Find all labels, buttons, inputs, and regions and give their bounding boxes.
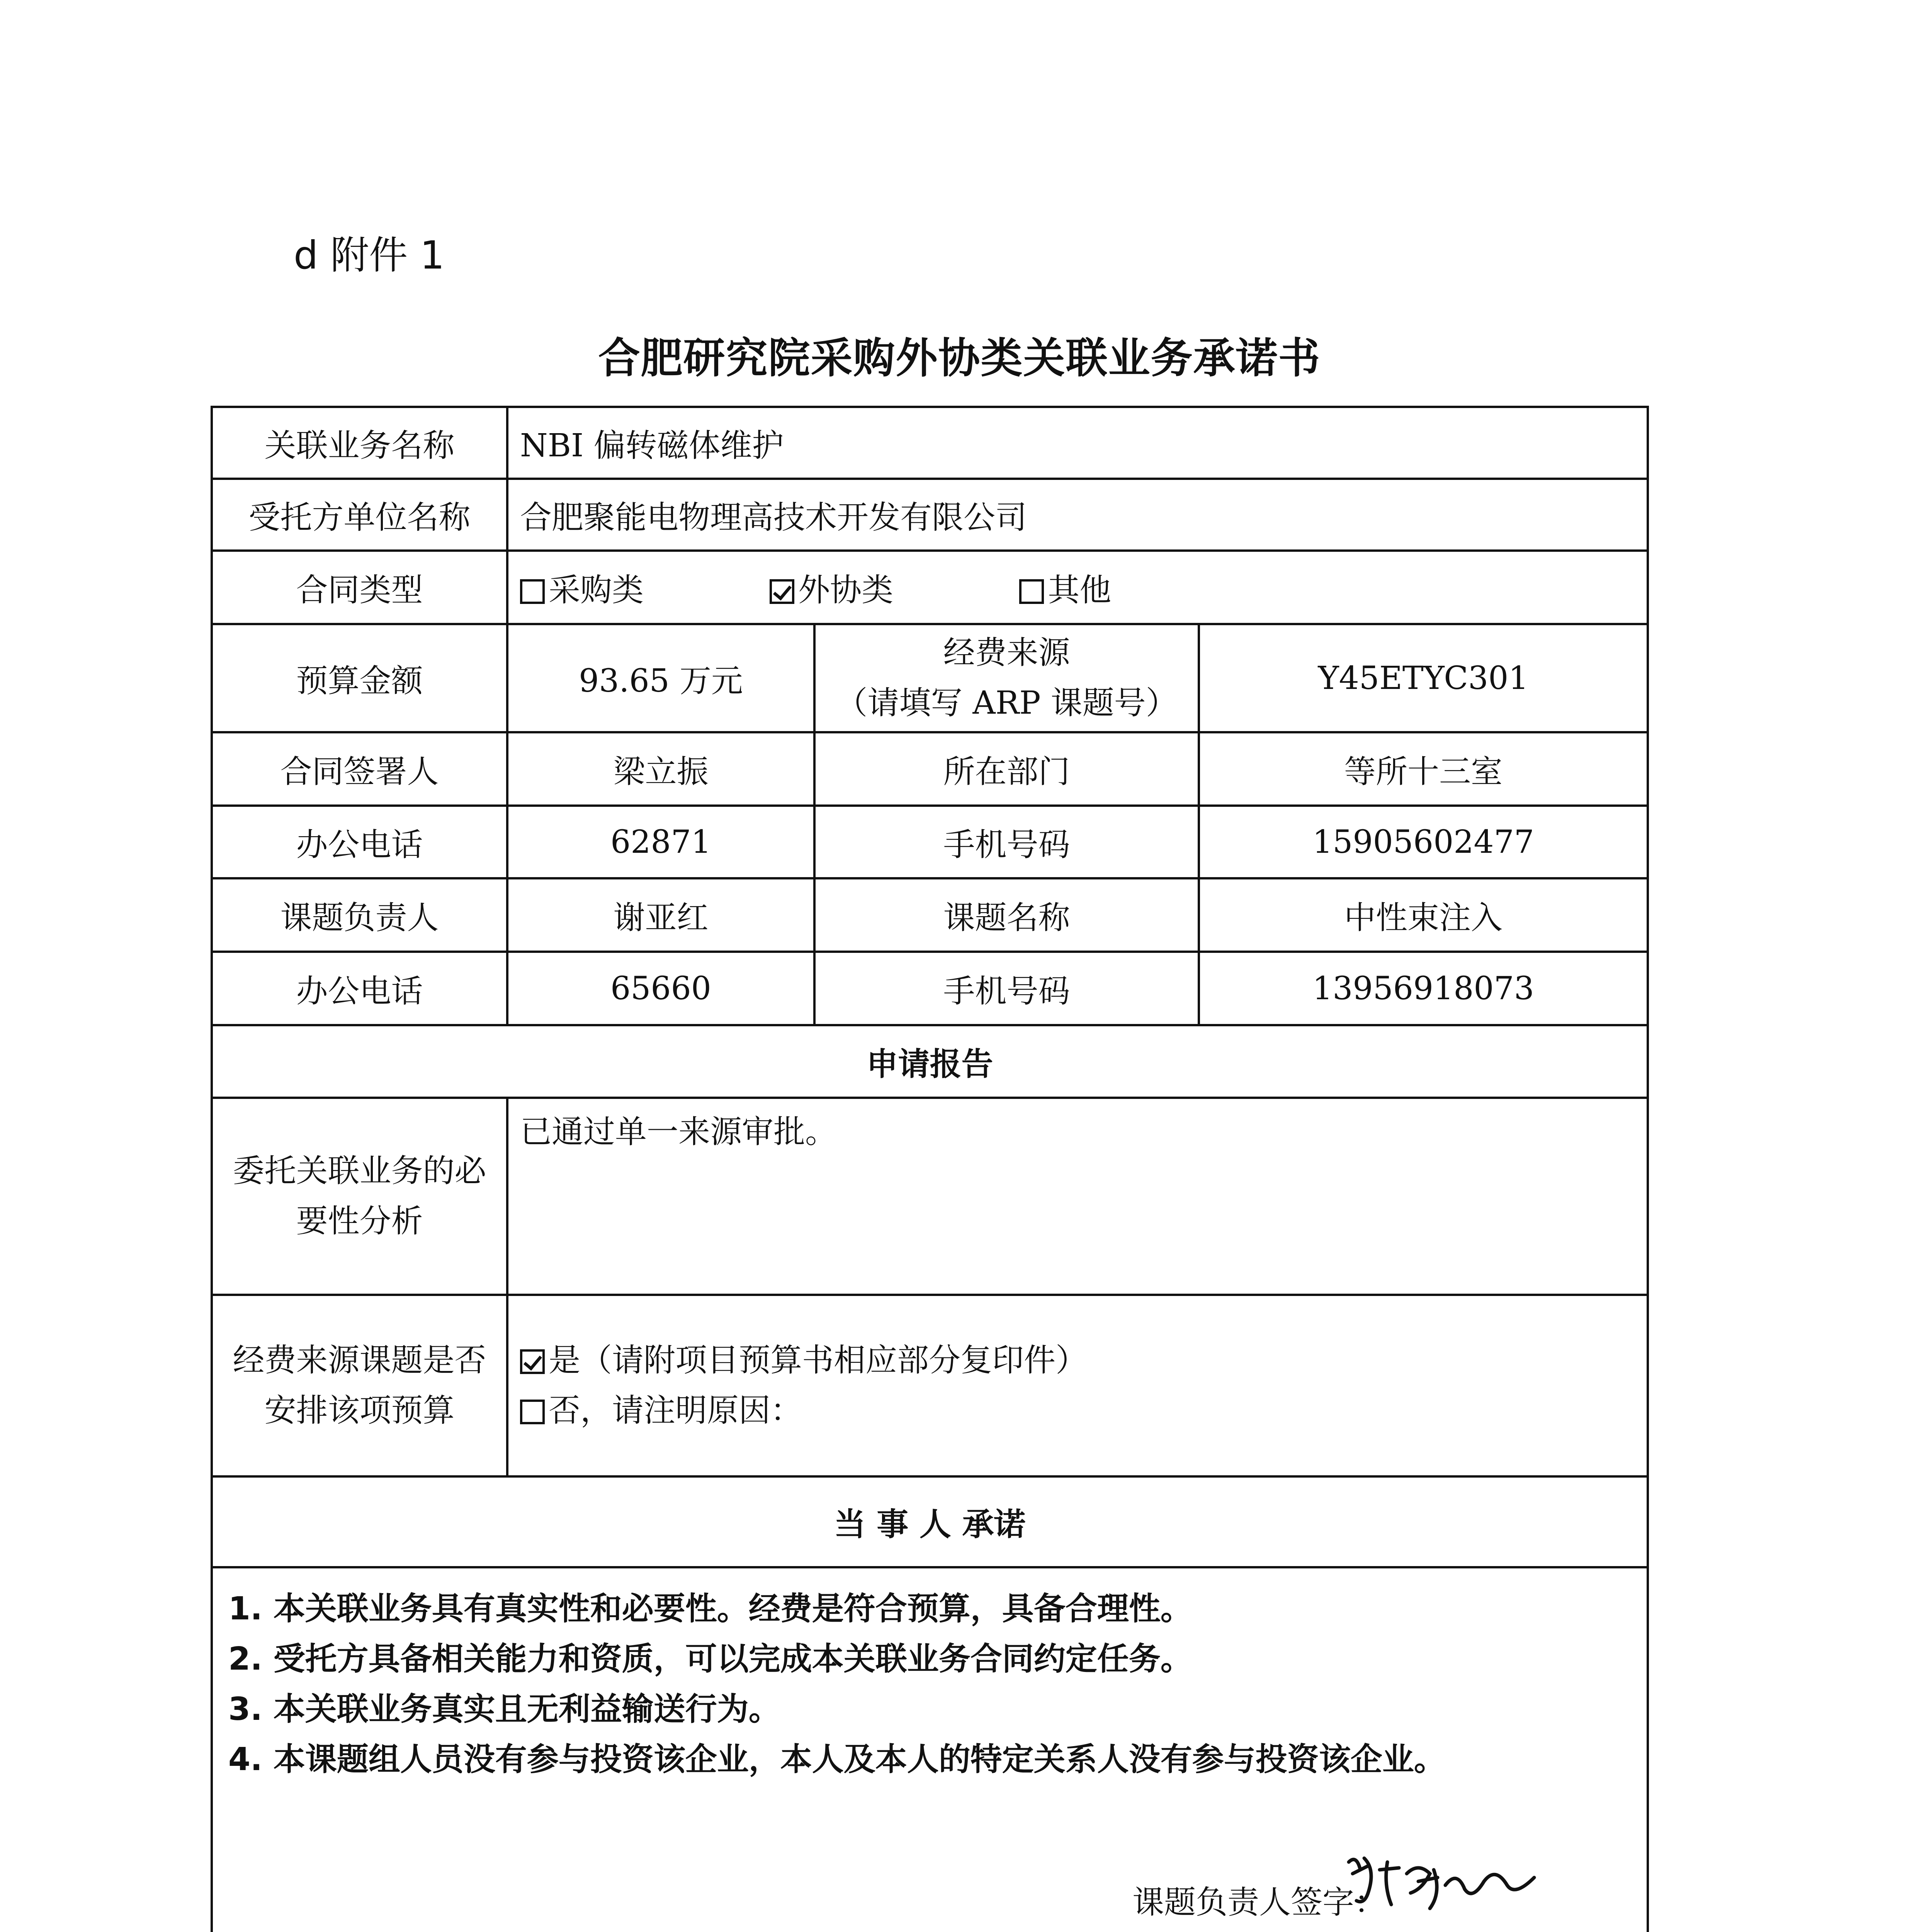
option-yes[interactable] (520, 1335, 1635, 1386)
budget-arranged-options (507, 1295, 1648, 1476)
commitment-item: 4. 本课题组人员没有参与投资该企业，本人及本人的特定关系人没有参与投资该企业。 (228, 1741, 1446, 1778)
business-name-label: 关联业务名称 (212, 407, 507, 479)
contract-type-label: 合同类型 (212, 551, 507, 624)
signature-label: 课题负责人签字： (1132, 1884, 1386, 1921)
leader-office-phone: 65660 (507, 952, 814, 1025)
row-budget (212, 624, 1648, 732)
trustee-label: 受托方单位名称 (212, 479, 507, 551)
budget-value: 93.65 万元 (507, 624, 814, 732)
fund-source-label (814, 624, 1199, 732)
fund-source-value: Y45ETYC301 (1199, 624, 1648, 732)
budget-label: 预算金额 (212, 624, 507, 732)
row-business-name (212, 407, 1648, 479)
option-other[interactable] (1019, 565, 1111, 610)
checkbox-outsourcing[interactable] (770, 579, 794, 604)
document-title: 合肥研究院采购外协类关联业务承诺书 (598, 334, 1321, 383)
leader-mobile-label: 手机号码 (814, 952, 1199, 1025)
commitment-body (212, 1567, 1648, 1932)
attachment-label: d 附件 1 (294, 233, 445, 278)
commitment-item: 3. 本关联业务真实且无利益输送行为。 (228, 1691, 780, 1728)
project-name-label: 课题名称 (814, 878, 1199, 952)
row-signer-phone (212, 806, 1648, 878)
budget-arranged-label: 经费来源课题是否安排该项预算 (212, 1295, 507, 1476)
commitment-form-table (211, 406, 1649, 1932)
option-outsourcing-label: 外协类 (798, 571, 894, 609)
option-no[interactable] (520, 1386, 1635, 1436)
leader-value: 谢亚红 (507, 878, 814, 952)
commitment-item: 1. 本关联业务具有真实性和必要性。经费是符合预算，具备合理性。 (228, 1590, 1192, 1627)
fund-source-label-line2: （请填写 ARP 课题号） (836, 685, 1178, 721)
report-section-title: 申请报告 (212, 1025, 1648, 1098)
option-outsourcing[interactable] (770, 565, 893, 610)
signature-block (228, 1785, 1631, 1932)
dept-label: 所在部门 (814, 732, 1199, 806)
project-name-value: 中性束注入 (1199, 878, 1648, 952)
leader-label: 课题负责人 (212, 878, 507, 952)
checkbox-purchase[interactable] (520, 579, 545, 604)
row-signer (212, 732, 1648, 806)
option-purchase-label: 采购类 (549, 571, 644, 609)
trustee-value: 合肥聚能电物理高技术开发有限公司 (507, 479, 1648, 551)
row-report-header (212, 1025, 1648, 1098)
office-phone-label: 办公电话 (212, 806, 507, 878)
business-name-value: NBI 偏转磁体维护 (507, 407, 1648, 479)
signer-mobile: 15905602477 (1199, 806, 1648, 878)
signer-label: 合同签署人 (212, 732, 507, 806)
row-necessity (212, 1098, 1648, 1295)
signer-office-phone: 62871 (507, 806, 814, 878)
contract-type-options (507, 551, 1648, 624)
checkbox-no[interactable] (520, 1400, 545, 1424)
commitment-section-title: 当 事 人 承诺 (212, 1476, 1648, 1567)
checkbox-yes[interactable] (520, 1349, 545, 1374)
mobile-label: 手机号码 (814, 806, 1199, 878)
commitment-item: 2. 受托方具备相关能力和资质，可以完成本关联业务合同约定任务。 (228, 1641, 1192, 1677)
option-yes-label: 是（请附项目预算书相应部分复印件） (549, 1342, 1088, 1379)
option-purchase[interactable] (520, 565, 644, 610)
dept-value: 等所十三室 (1199, 732, 1648, 806)
leader-office-phone-label: 办公电话 (212, 952, 507, 1025)
row-budget-arranged (212, 1295, 1648, 1476)
row-trustee (212, 479, 1648, 551)
fund-source-label-line1: 经费来源 (943, 634, 1070, 671)
option-no-label: 否，请注明原因： (549, 1392, 802, 1429)
signer-value: 梁立振 (507, 732, 814, 806)
row-contract-type (212, 551, 1648, 624)
row-leader (212, 878, 1648, 952)
row-leader-phone (212, 952, 1648, 1025)
row-commitment-header (212, 1476, 1648, 1567)
necessity-label: 委托关联业务的必要性分析 (212, 1098, 507, 1295)
handwritten-signature (1341, 1847, 1542, 1916)
necessity-text: 已通过单一来源审批。 (507, 1098, 1648, 1295)
option-other-label: 其他 (1048, 571, 1112, 609)
checkbox-other[interactable] (1019, 579, 1044, 604)
row-commitment-body (212, 1567, 1648, 1932)
leader-mobile: 13956918073 (1199, 952, 1648, 1025)
